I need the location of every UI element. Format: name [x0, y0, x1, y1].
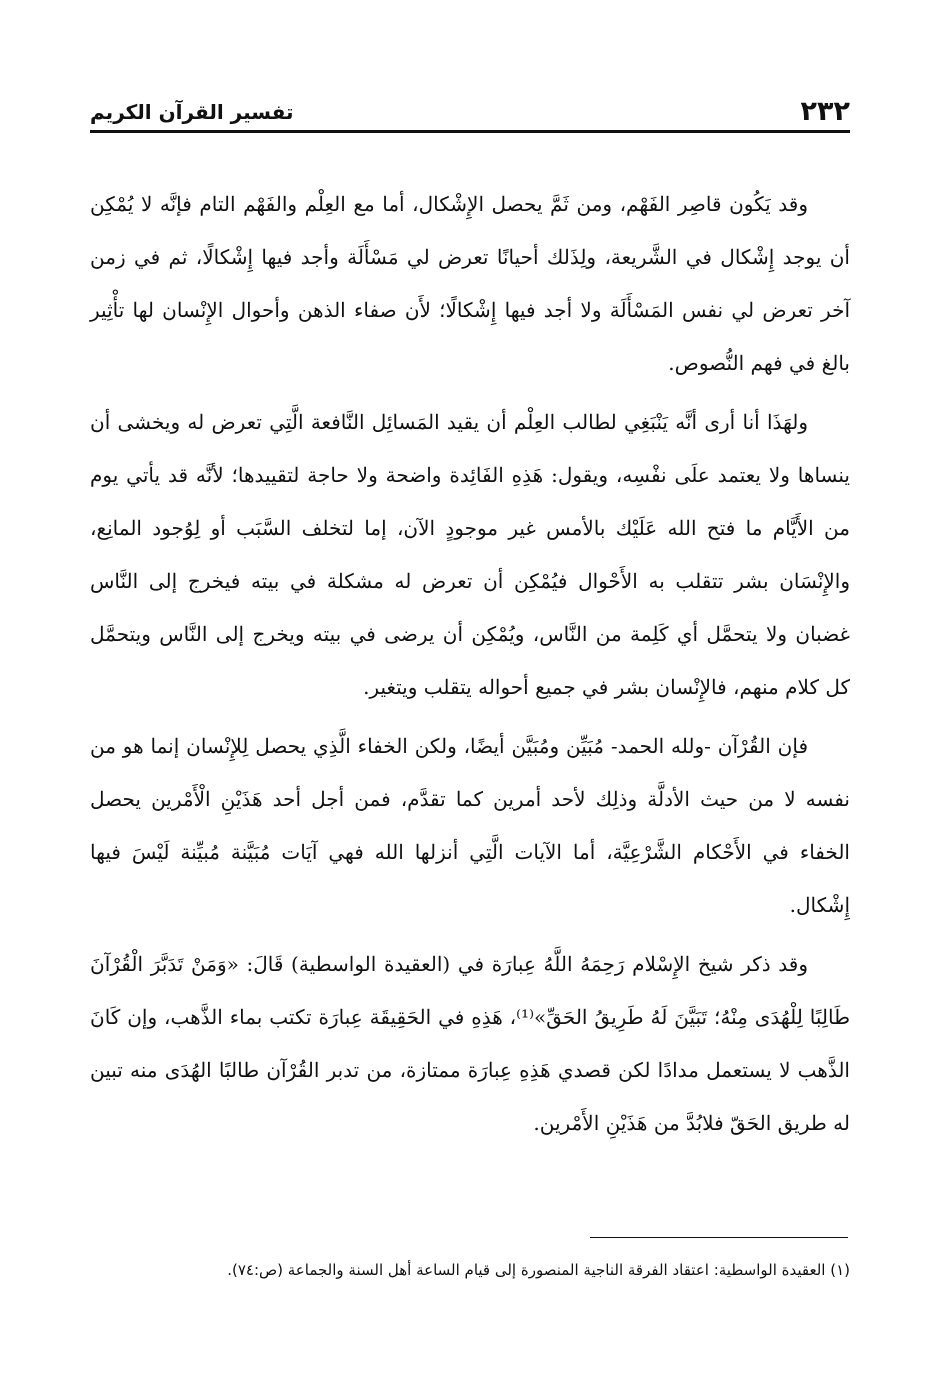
paragraph: فإن القُرْآن -ولله الحمد- مُبَيِّن ومُبَيَّن أيضًا، ولكن الخفاء الَّذِي يحصل لِلإِنْسان إنما هو من نفسه لا من حيث الأدلَّة وذلِك لأحد أمرين كما تقدَّم، فمن أجل أحد هَذَيْنِ الْأَمْرين يحصل الخفاء في الأَحْكام الشَّرْعِيَّة، أما الآيات الَّتِي أنزلها الله فهي آيَات مُبَيَّنة مُبيِّنة لَيْسَ فيها إِشْكال.	[90, 734, 850, 917]
paragraph: ولهَذَا أنا أرى أنَّه يَنْبَغِي لطالب العِلْم أن يقيد المَسائِل النَّافعة الَّتِي تعرض له ويخشى أن ينساها ولا يعتمد علَى نفْسِه، ويقول: هَذِهِ الفَائِدة واضحة ولا حاجة لتقييدها؛ لأنَّه قد يأتي يوم من الأَيَّام ما فتح الله عَلَيْك بالأمس غير موجودٍ الآن، إما لتخلف السَّبَب أو لِوُجود المانِع، والإِنْسَان بشر تتقلب به الأَحْوال فيُمْكِن أن تعرض له مشكلة في بيته فيخرج إلى النَّاس غضبان ولا يتحمَّل أي كَلِمة من النَّاس، ويُمْكِن أن يرضى في بيته ويخرج إلى النَّاس ويتحمَّل كل كلام منهم، فالإِنْسان بشر في جميع أحواله يتقلب ويتغير.	[90, 410, 851, 699]
footnote: (١) العقيدة الواسطية: اعتقاد الفرقة الناجية المنصورة إلى قيام الساعة أهل السنة والجماعة (ص:٧٤).	[227, 1261, 850, 1279]
page-number: ٢٣٢	[800, 96, 850, 127]
main-text	[90, 178, 850, 1156]
footnote-separator	[590, 1237, 848, 1238]
paragraph: وقد ذكر شيخ الإِسْلام رَحِمَهُ اللَّهُ عِبارَة في (العقيدة الواسطية) قَالَ: «وَمَنْ تَدَبَّرَ الْقُرْآنَ طَالِبًا لِلْهُدَى مِنْهُ؛ تَبَيَّنَ لَهُ طَرِيقُ الحَقِّ»⁽¹⁾، هَذِهِ في الحَقِيقَة عِبارَة تكتب بماء الذَّهب، وإن كَانَ الذَّهب لا يستعمل مدادًا لكن قصدي هَذِهِ عِبارَة ممتازة، من تدبر القُرْآن طالبًا الهُدَى منه تبين له طريق الحَقّ فلابُدَّ من هَذَيْنِ الأَمْرين.	[90, 952, 850, 1135]
page-header	[90, 96, 850, 133]
running-title: تفسير القرآن الكريم	[90, 100, 294, 124]
paragraph: وقد يَكُون قاصِر الفَهْم، ومن ثَمَّ يحصل الإِشْكال، أما مع العِلْم والفَهْم التام فإنَّه لا يُمْكِن أن يوجد إِشْكال في الشَّريعة، ولِذَلك أحيانًا تعرض لي مَسْأَلَة وأجد فيها إِشْكالًا، ثم في زمن آخر تعرض لي نفس المَسْأَلَة ولا أجد فيها إِشْكالًا؛ لأَن صفاء الذهن وأحوال الإِنْسان لها تأْثِير بالغ في فهم النُّصوص.	[90, 192, 850, 375]
